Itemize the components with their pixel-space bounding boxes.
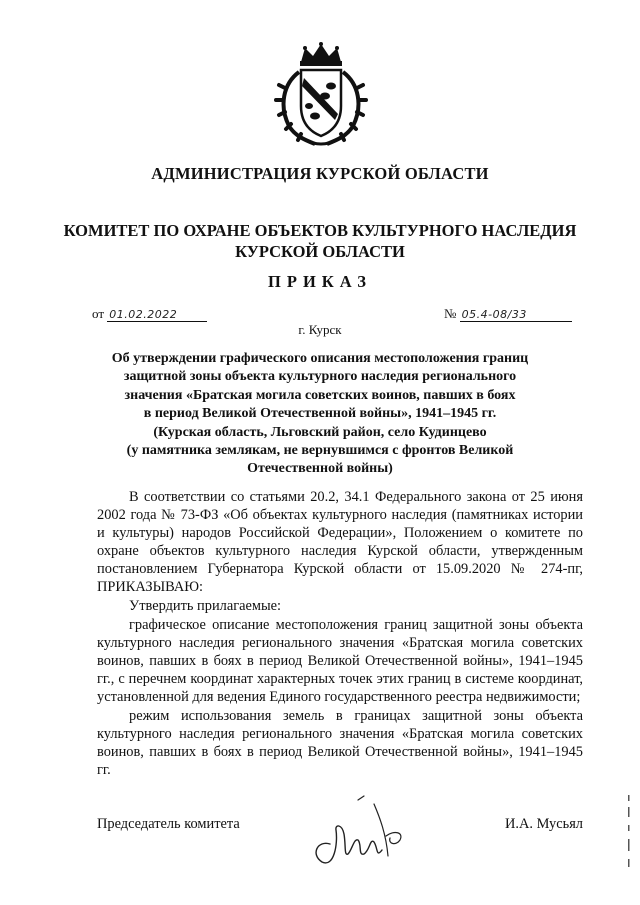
signer-name: И.А. Мусьял: [505, 816, 583, 832]
subject-line: (у памятника землякам, не вернувшимся с фронтов Великой: [126, 443, 514, 459]
subject-line: Об утверждении графического описания местоположения границ: [111, 351, 529, 366]
date-prefix: от: [92, 306, 105, 321]
subject-line: (Курская область, Льговский район, село Кудинцево: [153, 424, 487, 440]
signer-title: Председатель комитета: [97, 816, 240, 832]
date-value: 01.02.2022: [107, 308, 207, 322]
handwritten-signature: [300, 784, 420, 879]
city-label: г. Курск: [298, 322, 342, 337]
document-type: ПРИКАЗ: [268, 272, 372, 291]
subject-line: Отечественной войны): [247, 461, 393, 477]
body-paragraph-item-description: графическое описание местоположения границ защитной зоны объекта культурного наследия регионального значения «Братская могила советских воинов, павших в боях в период Великой Отечественной войны», 1941–1945 гг., с перечнем координат характерных точек этих границ в системе координат, установленной для ведения Единого государственного реестра недвижимости;: [97, 617, 583, 705]
body-paragraph-approve: Утвердить прилагаемые:: [129, 598, 282, 614]
subject-line: значения «Братская могила советских воинов, павших в боях: [124, 387, 516, 403]
subject-line: защитной зоны объекта культурного наследия регионального: [123, 369, 517, 385]
document-body: [97, 488, 583, 779]
subject-heading: [98, 350, 542, 479]
body-paragraph-item-regime: режим использования земель в границах защитной зоны объекта культурного наследия регионального значения «Братская могила советских воинов, павших в боях в период Великой Отечественной войны», 1941–1945 гг.: [97, 708, 583, 778]
committee-title: [60, 220, 580, 262]
date-line: [92, 306, 207, 322]
coat-of-arms-icon: [271, 40, 371, 148]
number-prefix: №: [444, 306, 457, 321]
committee-title-line1: КОМИТЕТ ПО ОХРАНЕ ОБЪЕКТОВ КУЛЬТУРНОГО НАСЛЕДИЯ: [63, 221, 577, 240]
number-line: [444, 306, 572, 322]
committee-title-line2: КУРСКОЙ ОБЛАСТИ: [235, 242, 405, 261]
subject-line: в период Великой Отечественной войны», 1941–1945 гг.: [143, 406, 497, 422]
number-value: 05.4-08/33: [460, 308, 572, 322]
body-paragraph-preamble: В соответствии со статьями 20.2, 34.1 Федерального закона от 25 июня 2002 года № 73-ФЗ «Об объектах культурного наследия (памятниках истории и культуры) народов Российской Федерации», Положением о комитете по охране объектов культурного наследия Курской области, утвержденным постановлением Губернатора Курской области от 15.09.2020 № 274-пг, ПРИКАЗЫВАЮ:: [97, 489, 583, 595]
administration-title: АДМИНИСТРАЦИЯ КУРСКОЙ ОБЛАСТИ: [151, 164, 489, 183]
scan-edge-mark: [626, 795, 632, 875]
